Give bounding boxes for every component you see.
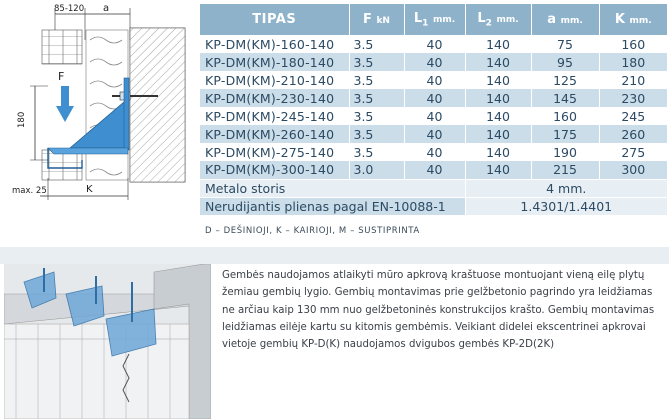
cell-f: 3.5 [349,125,404,143]
cell-a: 95 [531,53,599,71]
bracket-installation-illustration [4,264,211,419]
cell-k: 260 [599,125,667,143]
dimension-k-label: K [86,184,93,195]
cell-k: 160 [599,35,667,53]
brick-veneer-upper [42,30,82,64]
cell-l1: 40 [404,89,465,107]
cell-l2: 140 [465,161,531,179]
dimension-85-120-label: 85-120 [54,4,85,14]
dimension-max-label: max. 25 [12,186,47,196]
footer-value-metal-thickness: 4 mm. [465,179,667,197]
cell-l1: 40 [404,35,465,53]
cell-l2: 140 [465,107,531,125]
cell-l2: 140 [465,89,531,107]
cell-k: 275 [599,143,667,161]
cell-model: KP-DM(KM)-230-140 [200,89,349,107]
cell-l1: 40 [404,143,465,161]
cell-l2: 140 [465,143,531,161]
cell-k: 300 [599,161,667,179]
header-a: a mm. [531,4,599,35]
section-divider [0,247,669,264]
cell-k: 210 [599,71,667,89]
cell-model: KP-DM(KM)-275-140 [200,143,349,161]
description-text: Gembės naudojamos atlaikyti mūro apkrovą kraštuose montuojant vieną eilę plytų žemiau gembių lygio. Gembių montavimas prie gelžbetonio pagrindo yra leidžiamas ne arčiau kaip 130 mm nuo gelžbetoninės konstrukcijos krašto. Gembių montavimas leidžiamas eilėje kartu su kitomis gembėmis. Veikiant didelei ekscentrinei apkrovai vietoje gembių KP-D(K) naudojamos dvigubos gembės KP-2D(2K) [222,270,655,351]
specification-table [200,4,667,215]
table-row [200,71,667,89]
cell-a: 215 [531,161,599,179]
cell-l2: 140 [465,125,531,143]
cell-model: KP-DM(KM)-210-140 [200,71,349,89]
cell-l2: 140 [465,53,531,71]
cell-l1: 40 [404,71,465,89]
footer-label-metal-thickness: Metalo storis [200,179,465,197]
description-panel [0,264,669,419]
cell-l1: 40 [404,53,465,71]
cell-a: 175 [531,125,599,143]
table-footer-row [200,179,667,197]
force-arrow-icon [61,86,69,106]
dimension-180-label: 180 [17,111,27,128]
table-footer-row [200,197,667,215]
cell-model: KP-DM(KM)-300-140 [200,161,349,179]
cell-f: 3.5 [349,89,404,107]
table-header-row [200,4,667,35]
cell-model: KP-DM(KM)-245-140 [200,107,349,125]
cell-a: 75 [531,35,599,53]
cell-a: 160 [531,107,599,125]
force-label: F [58,70,65,83]
table-row [200,161,667,179]
table-row [200,53,667,71]
legend-note: D – DEŠINIOJI, K – KAIRIOJI, M – SUSTIPRINTA [205,226,420,236]
cell-l1: 40 [404,107,465,125]
bracket-section-drawing [0,0,200,214]
cell-model: KP-DM(KM)-180-140 [200,53,349,71]
cell-f: 3.5 [349,35,404,53]
header-k: K mm. [599,4,667,35]
cell-l2: 140 [465,35,531,53]
footer-label-steel: Nerudijantis plienas pagal EN-10088-1 [200,197,465,215]
header-l1: $L_1$ mm. [404,4,465,35]
cell-f: 3.5 [349,107,404,125]
header-f: F kN [349,4,404,35]
cell-a: 125 [531,71,599,89]
table-row [200,125,667,143]
footer-value-steel: 1.4301/1.4401 [465,197,667,215]
table-row [200,143,667,161]
cell-model: KP-DM(KM)-160-140 [200,35,349,53]
header-l2: $L_2$ mm. [465,4,531,35]
cell-f: 3.5 [349,71,404,89]
table-row [200,35,667,53]
table-row [200,89,667,107]
cell-l1: 40 [404,161,465,179]
cell-model: KP-DM(KM)-260-140 [200,125,349,143]
cell-f: 3.5 [349,143,404,161]
cell-f: 3.0 [349,161,404,179]
cell-k: 180 [599,53,667,71]
dimension-a-label: a [103,3,110,14]
cell-k: 245 [599,107,667,125]
cell-a: 190 [531,143,599,161]
cell-f: 3.5 [349,53,404,71]
cell-l1: 40 [404,125,465,143]
table-row [200,107,667,125]
cell-a: 145 [531,89,599,107]
cell-k: 230 [599,89,667,107]
cell-l2: 140 [465,71,531,89]
header-tipas: TIPAS [200,4,349,35]
